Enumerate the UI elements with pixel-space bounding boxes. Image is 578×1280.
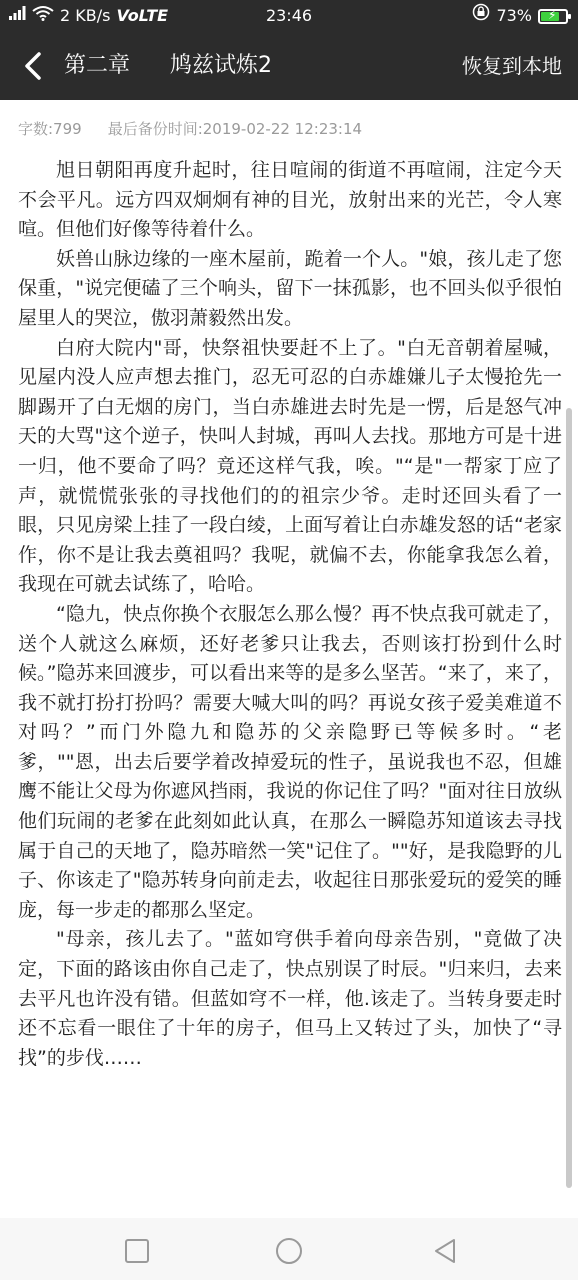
status-bar — [0, 0, 578, 32]
navigation-bar — [0, 1218, 578, 1280]
net-speed: 2 KB/s — [60, 6, 111, 25]
paragraph: 白府大院内"哥，快祭祖快要赶不上了。"白无音朝着屋喊，见屋内没人应声想去推门，忍无可忍的白赤雄嫌儿子太慢抢先一脚踢开了白无烟的房门，当白赤雄进去时先是一愣，后是怒气冲天的大骂"这个逆子，快叫人封城，再叫人去找。那地方可是十进一归，他不要命了吗？竟还这样气我，唉。"“是"一帮家丁应了声，就慌慌张张的寻找他们的的祖宗少爷。走时还回头看了一眼，只见房梁上挂了一段白绫，上面写着让白赤雄发怒的话“老家作，你不是让我去奠祖吗？我呢，就偏不去，你能拿我怎么着，我现在可就去试练了，哈哈。 — [18, 336, 562, 596]
rotation-lock-icon — [472, 0, 490, 32]
charging-icon: ⚡ — [548, 7, 557, 22]
back-triangle-icon[interactable] — [430, 1236, 460, 1266]
paragraph: “隐九，快点你换个衣服怎么那么慢？再不快点我可就走了，送个人就这么麻烦，还好老爹只让我去，否则该打扮到什么时候。”隐苏来回渡步，可以看出来等的是多么坚苦。“来了，来了，我不就打扮打扮吗？需要大喊大叫的吗？再说女孩子爱美难道不对吗？”而门外隐九和隐苏的父亲隐野已等候多时。“老爹，""恩，出去后要学着改掉爱玩的性子，虽说我也不忍，但雄鹰不能让父母为你遮风挡雨，我说的你记住了吗？"面对往日放纵他们玩闹的老爹在此刻如此认真，在那么一瞬隐苏知道该去寻找属于自己的天地了，隐苏暗然一笑"记住了。""好，是我隐野的儿子、你该走了"隐苏转身向前走去，收起往日那张爱玩的爱笑的睡庞，每一步走的都那么坚定。 — [18, 602, 562, 921]
chapter-label: 第二章 — [64, 53, 131, 78]
status-right — [472, 0, 568, 32]
chevron-left-icon — [14, 46, 54, 86]
battery-icon — [538, 9, 568, 24]
battery-percent: 73% — [496, 6, 532, 25]
page-title: 鸠兹试炼2 — [170, 53, 272, 78]
paragraph: "母亲，孩儿去了。"蓝如穹供手着向母亲告别，"竟做了决定，下面的路该由你自己走了，快点别误了时辰。"归来归，去来去平凡也许没有错。但蓝如穹不一样，他.该走了。当转身要走时还不忘看一眼住了十年的房子，但马上又转过了头，加快了“寻找”的步伐…… — [18, 928, 562, 1069]
paragraph: 妖兽山脉边缘的一座木屋前，跪着一个人。"娘，孩儿走了您保重，"说完便磕了三个响头，留下一抹孤影，也不回头似乎很怕屋里人的哭泣，傲羽萧毅然出发。 — [18, 247, 562, 329]
recent-apps-icon[interactable] — [122, 1236, 152, 1266]
scrollbar[interactable] — [566, 408, 572, 1188]
document-meta — [18, 118, 568, 139]
top-app-bar — [0, 32, 578, 100]
home-icon[interactable] — [274, 1236, 304, 1266]
status-time: 23:46 — [265, 6, 313, 25]
word-count: 字数:799 — [18, 120, 82, 138]
back-button[interactable] — [14, 46, 54, 86]
paragraph: 旭日朝阳再度升起时，往日喧闹的街道不再喧闹，注定今天不会平凡。远方四双炯炯有神的目光，放射出来的光芒，令人寒喧。但他们好像等待着什么。 — [18, 159, 562, 241]
article-body — [18, 156, 562, 1073]
restore-to-local-button[interactable]: 恢复到本地 — [462, 54, 562, 78]
network-type: VoLTE — [116, 6, 169, 25]
backup-time: 最后备份时间:2019-02-22 12:23:14 — [107, 120, 363, 138]
